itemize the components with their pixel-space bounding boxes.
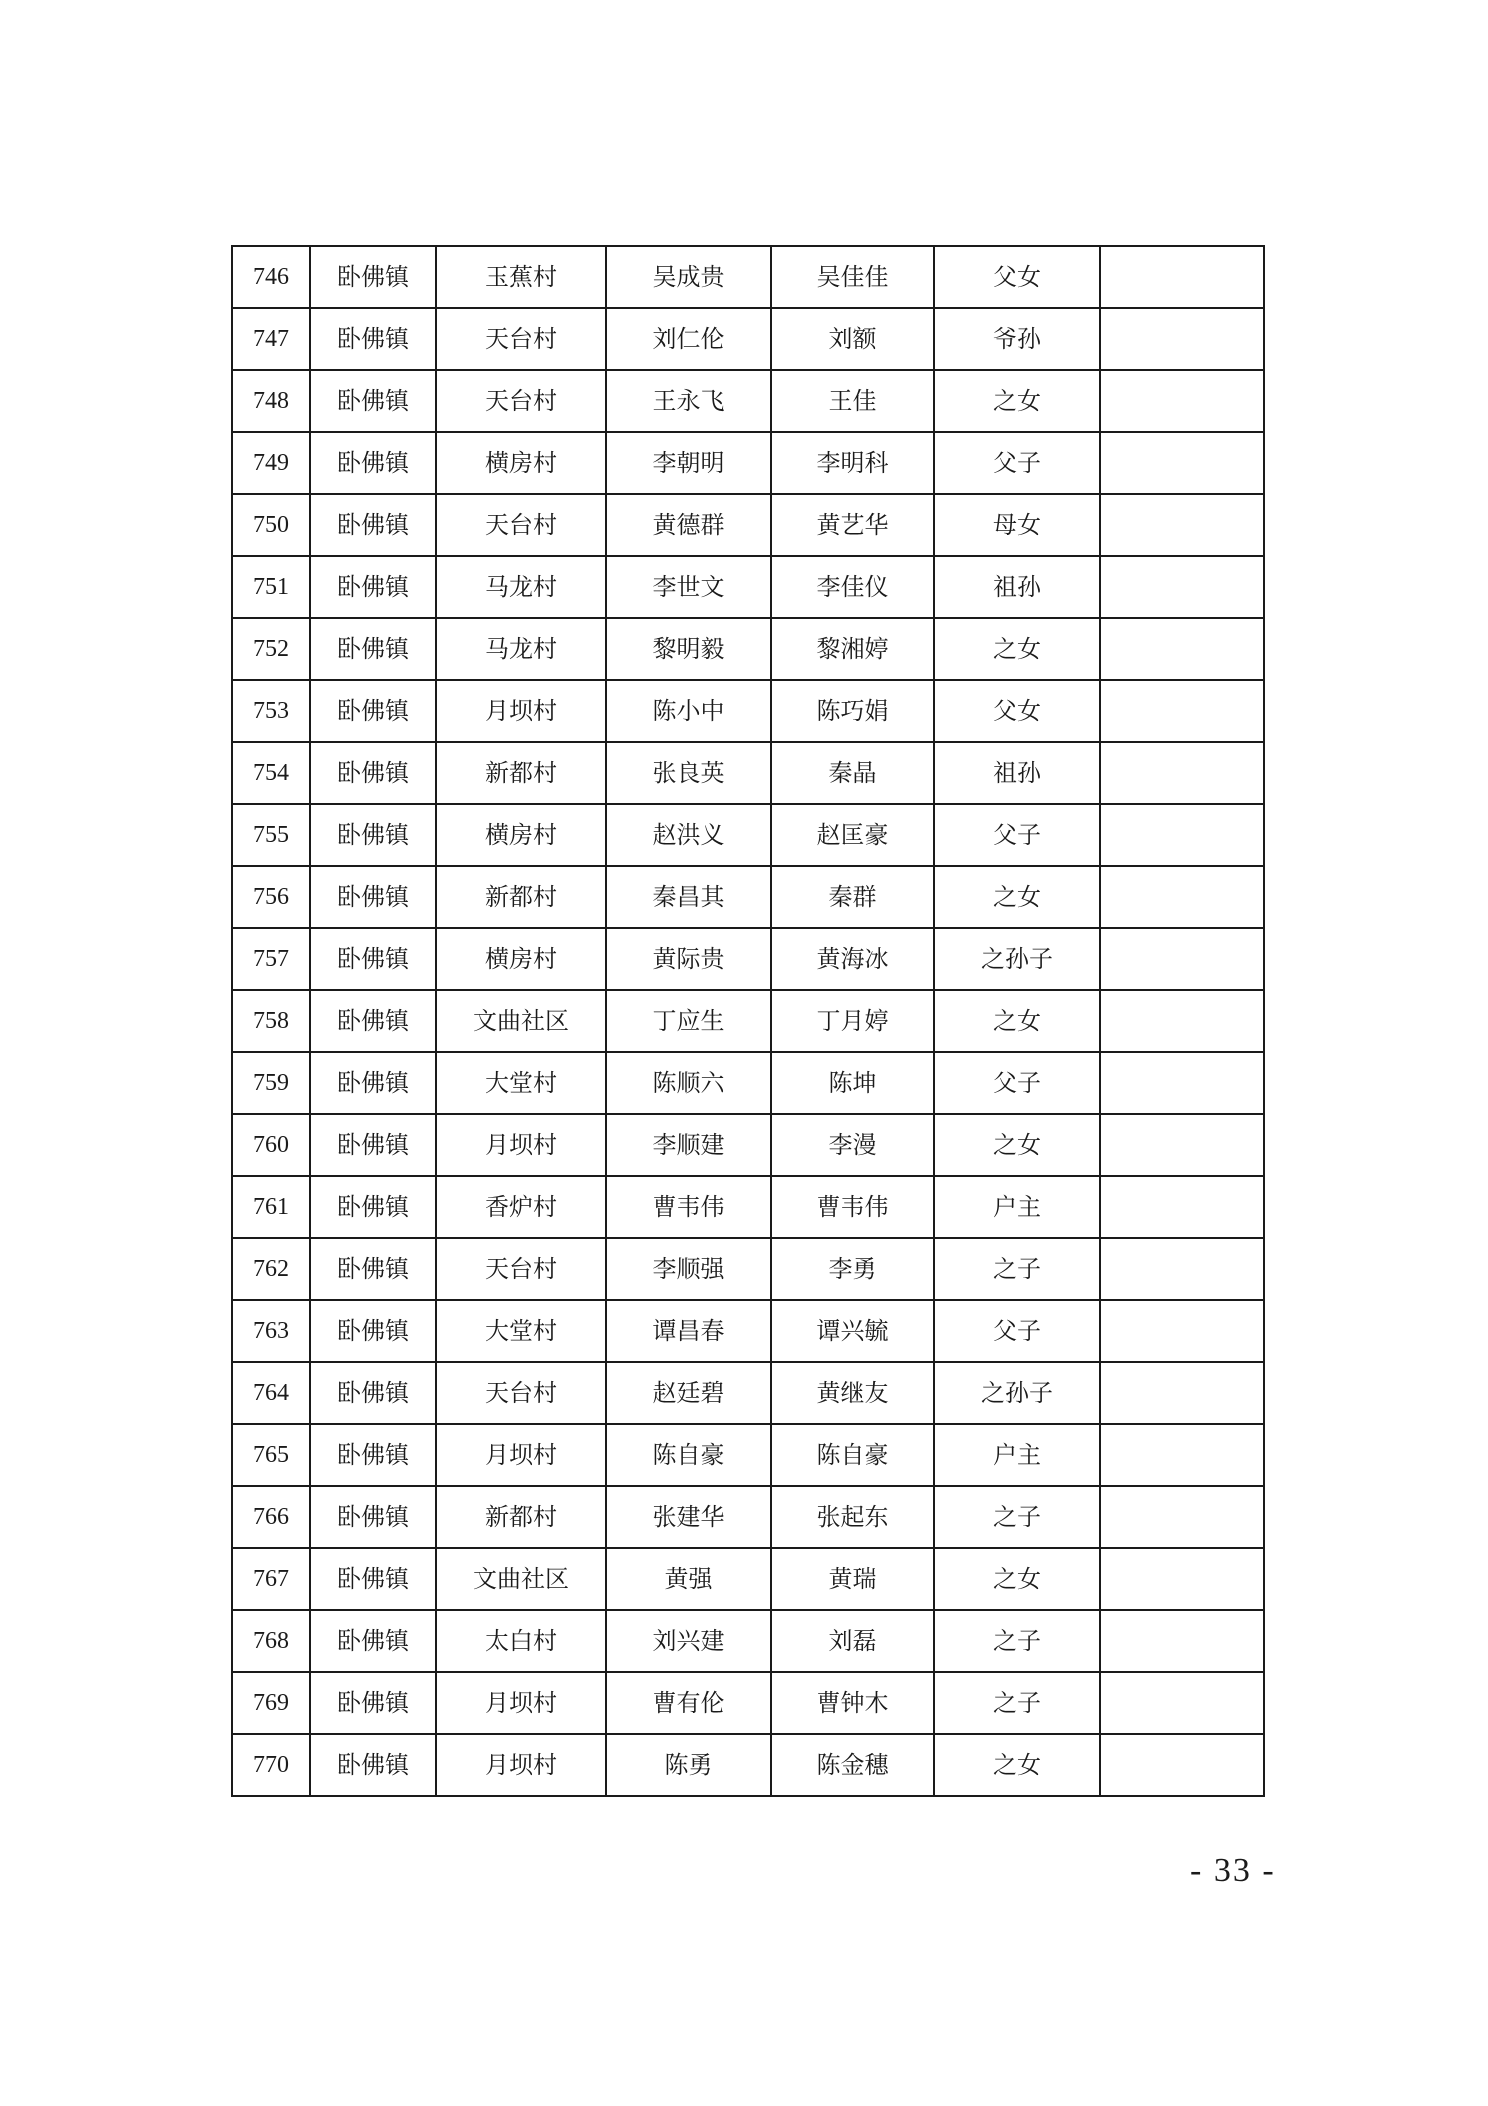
member-name-cell: 曹韦伟	[771, 1176, 934, 1238]
roster-body	[232, 246, 1264, 1796]
remarks-cell	[1100, 804, 1264, 866]
member-name-cell: 陈自豪	[771, 1424, 934, 1486]
relationship-cell: 之孙子	[934, 1362, 1100, 1424]
roster-table	[231, 245, 1265, 1797]
village-cell: 玉蕉村	[436, 246, 606, 308]
town-cell: 卧佛镇	[310, 1672, 436, 1734]
relationship-cell: 父子	[934, 804, 1100, 866]
town-cell: 卧佛镇	[310, 432, 436, 494]
remarks-cell	[1100, 1238, 1264, 1300]
village-cell: 天台村	[436, 308, 606, 370]
town-cell: 卧佛镇	[310, 990, 436, 1052]
member-name-cell: 黄瑞	[771, 1548, 934, 1610]
village-cell: 月坝村	[436, 1114, 606, 1176]
village-cell: 新都村	[436, 742, 606, 804]
table-row	[232, 370, 1264, 432]
town-cell: 卧佛镇	[310, 494, 436, 556]
table-row	[232, 494, 1264, 556]
table-row	[232, 1300, 1264, 1362]
table-row	[232, 928, 1264, 990]
relationship-cell: 父子	[934, 1052, 1100, 1114]
village-cell: 月坝村	[436, 680, 606, 742]
village-cell: 月坝村	[436, 1424, 606, 1486]
member-name-cell: 李佳仪	[771, 556, 934, 618]
relationship-cell: 爷孙	[934, 308, 1100, 370]
applicant-name-cell: 黎明毅	[606, 618, 771, 680]
member-name-cell: 秦晶	[771, 742, 934, 804]
row-number-cell: 756	[232, 866, 310, 928]
remarks-cell	[1100, 990, 1264, 1052]
remarks-cell	[1100, 1486, 1264, 1548]
row-number-cell: 764	[232, 1362, 310, 1424]
table-row	[232, 1610, 1264, 1672]
table-row	[232, 1176, 1264, 1238]
member-name-cell: 黄继友	[771, 1362, 934, 1424]
table-row	[232, 804, 1264, 866]
remarks-cell	[1100, 1114, 1264, 1176]
village-cell: 天台村	[436, 1362, 606, 1424]
applicant-name-cell: 刘仁伦	[606, 308, 771, 370]
village-cell: 天台村	[436, 1238, 606, 1300]
relationship-cell: 父女	[934, 680, 1100, 742]
applicant-name-cell: 吴成贵	[606, 246, 771, 308]
remarks-cell	[1100, 1052, 1264, 1114]
applicant-name-cell: 陈顺六	[606, 1052, 771, 1114]
row-number-cell: 754	[232, 742, 310, 804]
member-name-cell: 谭兴毓	[771, 1300, 934, 1362]
member-name-cell: 秦群	[771, 866, 934, 928]
town-cell: 卧佛镇	[310, 1362, 436, 1424]
applicant-name-cell: 李顺建	[606, 1114, 771, 1176]
member-name-cell: 张起东	[771, 1486, 934, 1548]
relationship-cell: 之子	[934, 1486, 1100, 1548]
member-name-cell: 王佳	[771, 370, 934, 432]
town-cell: 卧佛镇	[310, 1238, 436, 1300]
relationship-cell: 之女	[934, 618, 1100, 680]
row-number-cell: 765	[232, 1424, 310, 1486]
table-row	[232, 1548, 1264, 1610]
relationship-cell: 之女	[934, 866, 1100, 928]
member-name-cell: 陈巧娟	[771, 680, 934, 742]
member-name-cell: 黎湘婷	[771, 618, 934, 680]
relationship-cell: 户主	[934, 1424, 1100, 1486]
applicant-name-cell: 张良英	[606, 742, 771, 804]
applicant-name-cell: 李朝明	[606, 432, 771, 494]
table-row	[232, 1362, 1264, 1424]
town-cell: 卧佛镇	[310, 1052, 436, 1114]
table-row	[232, 432, 1264, 494]
applicant-name-cell: 秦昌其	[606, 866, 771, 928]
relationship-cell: 之子	[934, 1610, 1100, 1672]
applicant-name-cell: 黄德群	[606, 494, 771, 556]
town-cell: 卧佛镇	[310, 804, 436, 866]
table-row	[232, 990, 1264, 1052]
row-number-cell: 761	[232, 1176, 310, 1238]
applicant-name-cell: 黄强	[606, 1548, 771, 1610]
table-row	[232, 1672, 1264, 1734]
applicant-name-cell: 谭昌春	[606, 1300, 771, 1362]
village-cell: 大堂村	[436, 1300, 606, 1362]
table-row	[232, 618, 1264, 680]
row-number-cell: 767	[232, 1548, 310, 1610]
member-name-cell: 陈坤	[771, 1052, 934, 1114]
town-cell: 卧佛镇	[310, 1610, 436, 1672]
applicant-name-cell: 曹韦伟	[606, 1176, 771, 1238]
relationship-cell: 之子	[934, 1238, 1100, 1300]
applicant-name-cell: 陈自豪	[606, 1424, 771, 1486]
relationship-cell: 之女	[934, 370, 1100, 432]
remarks-cell	[1100, 1672, 1264, 1734]
relationship-cell: 母女	[934, 494, 1100, 556]
member-name-cell: 黄艺华	[771, 494, 934, 556]
relationship-cell: 之孙子	[934, 928, 1100, 990]
applicant-name-cell: 陈小中	[606, 680, 771, 742]
row-number-cell: 759	[232, 1052, 310, 1114]
town-cell: 卧佛镇	[310, 680, 436, 742]
relationship-cell: 之女	[934, 1548, 1100, 1610]
relationship-cell: 父女	[934, 246, 1100, 308]
member-name-cell: 曹钟木	[771, 1672, 934, 1734]
table-row	[232, 308, 1264, 370]
page-number: - 33 -	[1190, 1852, 1276, 1889]
row-number-cell: 766	[232, 1486, 310, 1548]
table-row	[232, 1114, 1264, 1176]
member-name-cell: 赵匡豪	[771, 804, 934, 866]
table-row	[232, 680, 1264, 742]
table-row	[232, 1052, 1264, 1114]
remarks-cell	[1100, 1424, 1264, 1486]
remarks-cell	[1100, 1548, 1264, 1610]
remarks-cell	[1100, 928, 1264, 990]
village-cell: 横房村	[436, 804, 606, 866]
table-row	[232, 866, 1264, 928]
remarks-cell	[1100, 1610, 1264, 1672]
applicant-name-cell: 黄际贵	[606, 928, 771, 990]
member-name-cell: 李明科	[771, 432, 934, 494]
applicant-name-cell: 赵廷碧	[606, 1362, 771, 1424]
remarks-cell	[1100, 1734, 1264, 1796]
village-cell: 月坝村	[436, 1734, 606, 1796]
village-cell: 马龙村	[436, 618, 606, 680]
town-cell: 卧佛镇	[310, 246, 436, 308]
row-number-cell: 753	[232, 680, 310, 742]
row-number-cell: 762	[232, 1238, 310, 1300]
village-cell: 横房村	[436, 432, 606, 494]
row-number-cell: 768	[232, 1610, 310, 1672]
town-cell: 卧佛镇	[310, 1548, 436, 1610]
row-number-cell: 749	[232, 432, 310, 494]
row-number-cell: 750	[232, 494, 310, 556]
relationship-cell: 祖孙	[934, 742, 1100, 804]
member-name-cell: 李漫	[771, 1114, 934, 1176]
remarks-cell	[1100, 866, 1264, 928]
applicant-name-cell: 王永飞	[606, 370, 771, 432]
village-cell: 新都村	[436, 1486, 606, 1548]
town-cell: 卧佛镇	[310, 556, 436, 618]
table-row	[232, 1424, 1264, 1486]
applicant-name-cell: 张建华	[606, 1486, 771, 1548]
town-cell: 卧佛镇	[310, 742, 436, 804]
member-name-cell: 黄海冰	[771, 928, 934, 990]
remarks-cell	[1100, 494, 1264, 556]
remarks-cell	[1100, 742, 1264, 804]
town-cell: 卧佛镇	[310, 1486, 436, 1548]
applicant-name-cell: 李顺强	[606, 1238, 771, 1300]
row-number-cell: 757	[232, 928, 310, 990]
village-cell: 天台村	[436, 494, 606, 556]
remarks-cell	[1100, 556, 1264, 618]
town-cell: 卧佛镇	[310, 1176, 436, 1238]
town-cell: 卧佛镇	[310, 928, 436, 990]
relationship-cell: 之子	[934, 1672, 1100, 1734]
relationship-cell: 父子	[934, 1300, 1100, 1362]
member-name-cell: 刘磊	[771, 1610, 934, 1672]
table-row	[232, 1238, 1264, 1300]
town-cell: 卧佛镇	[310, 370, 436, 432]
remarks-cell	[1100, 370, 1264, 432]
table-row	[232, 1734, 1264, 1796]
applicant-name-cell: 曹有伦	[606, 1672, 771, 1734]
relationship-cell: 之女	[934, 1114, 1100, 1176]
row-number-cell: 746	[232, 246, 310, 308]
village-cell: 月坝村	[436, 1672, 606, 1734]
village-cell: 文曲社区	[436, 1548, 606, 1610]
town-cell: 卧佛镇	[310, 1734, 436, 1796]
remarks-cell	[1100, 680, 1264, 742]
row-number-cell: 755	[232, 804, 310, 866]
table-row	[232, 246, 1264, 308]
row-number-cell: 760	[232, 1114, 310, 1176]
village-cell: 横房村	[436, 928, 606, 990]
row-number-cell: 748	[232, 370, 310, 432]
town-cell: 卧佛镇	[310, 308, 436, 370]
remarks-cell	[1100, 1300, 1264, 1362]
row-number-cell: 747	[232, 308, 310, 370]
village-cell: 天台村	[436, 370, 606, 432]
member-name-cell: 陈金穗	[771, 1734, 934, 1796]
village-cell: 新都村	[436, 866, 606, 928]
applicant-name-cell: 陈勇	[606, 1734, 771, 1796]
applicant-name-cell: 刘兴建	[606, 1610, 771, 1672]
town-cell: 卧佛镇	[310, 1114, 436, 1176]
row-number-cell: 769	[232, 1672, 310, 1734]
village-cell: 大堂村	[436, 1052, 606, 1114]
relationship-cell: 之女	[934, 990, 1100, 1052]
applicant-name-cell: 赵洪义	[606, 804, 771, 866]
relationship-cell: 户主	[934, 1176, 1100, 1238]
member-name-cell: 吴佳佳	[771, 246, 934, 308]
town-cell: 卧佛镇	[310, 1424, 436, 1486]
remarks-cell	[1100, 246, 1264, 308]
applicant-name-cell: 丁应生	[606, 990, 771, 1052]
village-cell: 香炉村	[436, 1176, 606, 1238]
table-row	[232, 742, 1264, 804]
remarks-cell	[1100, 1176, 1264, 1238]
remarks-cell	[1100, 432, 1264, 494]
town-cell: 卧佛镇	[310, 618, 436, 680]
row-number-cell: 763	[232, 1300, 310, 1362]
remarks-cell	[1100, 618, 1264, 680]
relationship-cell: 祖孙	[934, 556, 1100, 618]
town-cell: 卧佛镇	[310, 866, 436, 928]
row-number-cell: 751	[232, 556, 310, 618]
row-number-cell: 758	[232, 990, 310, 1052]
member-name-cell: 李勇	[771, 1238, 934, 1300]
relationship-cell: 父子	[934, 432, 1100, 494]
row-number-cell: 770	[232, 1734, 310, 1796]
table-row	[232, 556, 1264, 618]
village-cell: 太白村	[436, 1610, 606, 1672]
village-cell: 马龙村	[436, 556, 606, 618]
row-number-cell: 752	[232, 618, 310, 680]
remarks-cell	[1100, 1362, 1264, 1424]
remarks-cell	[1100, 308, 1264, 370]
relationship-cell: 之女	[934, 1734, 1100, 1796]
member-name-cell: 丁月婷	[771, 990, 934, 1052]
table-row	[232, 1486, 1264, 1548]
town-cell: 卧佛镇	[310, 1300, 436, 1362]
member-name-cell: 刘额	[771, 308, 934, 370]
applicant-name-cell: 李世文	[606, 556, 771, 618]
village-cell: 文曲社区	[436, 990, 606, 1052]
